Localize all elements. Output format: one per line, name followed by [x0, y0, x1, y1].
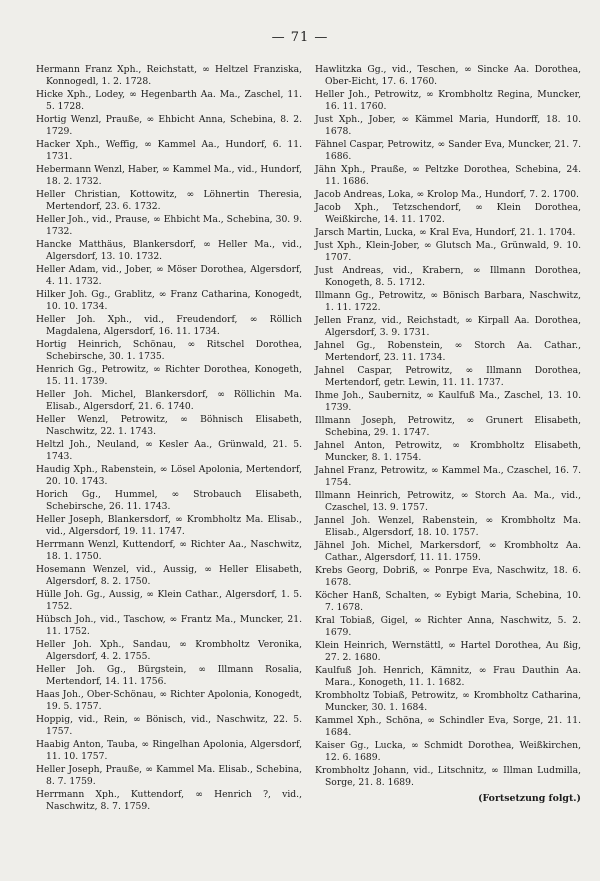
- marriage-entry: Henrich Gg., Petrowitz, ∞ Richter Dorothea, Konogeth, 15. 11. 1739.: [36, 364, 302, 388]
- marriage-entry: Haas Joh., Ober-Schönau, ∞ Richter Apolonia, Konogedt, 19. 5. 1757.: [36, 689, 302, 713]
- marriage-entry: Jähn Xph., Prauße, ∞ Peltzke Dorothea, Schebina, 24. 11. 1686.: [315, 164, 581, 188]
- marriage-entry: Heller Christian, Kottowitz, ∞ Löhnertin Theresia, Mertendorf, 23. 6. 1732.: [36, 189, 302, 213]
- marriage-entry: Haudig Xph., Rabenstein, ∞ Lösel Apolonia, Mertendorf, 20. 10. 1743.: [36, 464, 302, 488]
- marriage-entry: Hosemann Wenzel, vid., Aussig, ∞ Heller Elisabeth, Algersdorf, 8. 2. 1750.: [36, 564, 302, 588]
- marriage-entry: Jahnel Gg., Robenstein, ∞ Storch Aa. Cathar., Mertendorf, 23. 11. 1734.: [315, 339, 581, 363]
- marriage-entry: Hortig Wenzl, Prauße, ∞ Ehbicht Anna, Schebina, 8. 2. 1729.: [36, 114, 302, 138]
- marriage-entry: Horich Gg., Hummel, ∞ Strobauch Elisabeth, Schebirsche, 26. 11. 1743.: [36, 489, 302, 513]
- marriage-entry: Haabig Anton, Tauba, ∞ Ringelhan Apolonia, Algersdorf, 11. 10. 1757.: [36, 739, 302, 763]
- marriage-entry: Kaiser Gg., Lucka, ∞ Schmidt Dorothea, Weißkirchen, 12. 6. 1689.: [315, 739, 581, 763]
- marriage-entry: Jahnel Franz, Petrowitz, ∞ Kammel Ma., Czaschel, 16. 7. 1754.: [315, 464, 581, 488]
- marriage-entry: Jahnel Anton, Petrowitz, ∞ Krombholtz Elisabeth, Muncker, 8. 1. 1754.: [315, 439, 581, 463]
- marriage-entry: Hülle Joh. Gg., Aussig, ∞ Klein Cathar., Algersdorf, 1. 5. 1752.: [36, 589, 302, 613]
- marriage-entry: Heller Joh. Michel, Blankersdorf, ∞ Röllichin Ma. Elisab., Algersdorf, 21. 6. 1740.: [36, 389, 302, 413]
- marriage-entry: Jacob Xph., Tetzschendorf, ∞ Klein Dorothea, Weißkirche, 14. 11. 1702.: [315, 201, 581, 225]
- marriage-entry: Jannel Joh. Wenzel, Rabenstein, ∞ Krombholtz Ma. Elisab., Algersdorf, 18. 10. 1757.: [315, 514, 581, 538]
- marriage-entry: Heller Wenzl, Petrowitz, ∞ Böhnisch Elisabeth, Naschwitz, 22. 1. 1743.: [36, 414, 302, 438]
- marriage-entry: Hortig Heinrich, Schönau, ∞ Ritschel Dorothea, Schebirsche, 30. 1. 1735.: [36, 339, 302, 363]
- marriage-entry: Heller Joh. Xph., vid., Freudendorf, ∞ Röllich Magdalena, Algersdorf, 16. 11. 1734.: [36, 314, 302, 338]
- marriage-entry: Heller Joh., vid., Prause, ∞ Ehbicht Ma., Schebina, 30. 9. 1732.: [36, 214, 302, 238]
- marriage-entry: Heller Joh. Gg., Bürgstein, ∞ Illmann Rosalia, Mertendorf, 14. 11. 1756.: [36, 664, 302, 688]
- marriage-entry: Kaulfuß Joh. Henrich, Kämnitz, ∞ Frau Dauthin Aa. Mara., Konogeth, 11. 1. 1682.: [315, 664, 581, 688]
- marriage-entry: Just Andreas, vid., Krabern, ∞ Illmann Dorothea, Konogeth, 8. 5. 1712.: [315, 264, 581, 288]
- marriage-entry: Herrmann Wenzl, Kuttendorf, ∞ Richter Aa., Naschwitz, 18. 1. 1750.: [36, 539, 302, 563]
- marriage-entry: Jähnel Joh. Michel, Markersdorf, ∞ Krombholtz Aa. Cathar., Algersdorf, 11. 11. 1759.: [315, 539, 581, 563]
- marriage-entry: Heller Joseph, Prauße, ∞ Kammel Ma. Elisab., Schebina, 8. 7. 1759.: [36, 764, 302, 788]
- marriage-entry: Hoppig, vid., Rein, ∞ Bönisch, vid., Naschwitz, 22. 5. 1757.: [36, 714, 302, 738]
- marriage-entry: Heller Adam, vid., Jober, ∞ Möser Dorothea, Algersdorf, 4. 11. 1732.: [36, 264, 302, 288]
- marriage-entry: Just Xph., Jober, ∞ Kämmel Maria, Hundorff, 18. 10. 1678.: [315, 114, 581, 138]
- marriage-entry: Krombholtz Johann, vid., Litschnitz, ∞ Illman Ludmilla, Sorge, 21. 8. 1689.: [315, 764, 581, 788]
- marriage-entry: Heller Joseph, Blankersdorf, ∞ Krombholtz Ma. Elisab., vid., Algersdorf, 19. 11. 1747.: [36, 514, 302, 538]
- marriage-entry: Jarsch Martin, Lucka, ∞ Kral Eva, Hundorf, 21. 1. 1704.: [315, 226, 576, 238]
- marriage-entry: Jahnel Caspar, Petrowitz, ∞ Illmann Dorothea, Mertendorf, getr. Lewin, 11. 11. 1737.: [315, 364, 581, 388]
- marriage-entry: Klein Heinrich, Wernstättl, ∞ Hartel Dorothea, Au ßig, 27. 2. 1680.: [315, 639, 581, 663]
- marriage-entry: Ihme Joh., Saubernitz, ∞ Kaulfuß Ma., Zaschel, 13. 10. 1739.: [315, 389, 581, 413]
- marriage-entry: Hilker Joh. Gg., Grablitz, ∞ Franz Catharina, Konogedt, 10. 10. 1734.: [36, 289, 302, 313]
- marriage-entry: Kammel Xph., Schöna, ∞ Schindler Eva, Sorge, 21. 11. 1684.: [315, 714, 581, 738]
- marriage-entry: Herrmann Xph., Kuttendorf, ∞ Henrich ?, vid., Naschwitz, 8. 7. 1759.: [36, 789, 302, 813]
- continuation-note: (Fortsetzung folgt.): [478, 793, 581, 804]
- marriage-entry: Illmann Joseph, Petrowitz, ∞ Grunert Elisabeth, Schebina, 29. 1. 1747.: [315, 414, 581, 438]
- marriage-entry: Illmann Heinrich, Petrowitz, ∞ Storch Aa. Ma., vid., Czaschel, 13. 9. 1757.: [315, 489, 581, 513]
- page-number: — 71 —: [271, 30, 329, 45]
- marriage-entry: Heller Joh., Petrowitz, ∞ Krombholtz Regina, Muncker, 16. 11. 1760.: [315, 89, 581, 113]
- marriage-entry: Heltzl Joh., Neuland, ∞ Kesler Aa., Grünwald, 21. 5. 1743.: [36, 439, 302, 463]
- marriage-entry: Jellen Franz, vid., Reichstadt, ∞ Kirpall Aa. Dorothea, Algersdorf, 3. 9. 1731.: [315, 314, 581, 338]
- marriage-entry: Just Xph., Klein-Jober, ∞ Glutsch Ma., Grünwald, 9. 10. 1707.: [315, 239, 581, 263]
- marriage-entry: Illmann Gg., Petrowitz, ∞ Bönisch Barbara, Naschwitz, 1. 11. 1722.: [315, 289, 581, 313]
- marriage-entry: Hawlitzka Gg., vid., Teschen, ∞ Sincke Aa. Dorothea, Ober-Eicht, 17. 6. 1760.: [315, 64, 581, 88]
- marriage-entry: Hancke Matthäus, Blankersdorf, ∞ Heller Ma., vid., Algersdorf, 13. 10. 1732.: [36, 239, 302, 263]
- right-column: [315, 64, 581, 805]
- marriage-entry: Krebs Georg, Dobriß, ∞ Ponrpe Eva, Naschwitz, 18. 6. 1678.: [315, 564, 581, 588]
- marriage-entry: Hacker Xph., Weffig, ∞ Kammel Aa., Hundorf, 6. 11. 1731.: [36, 139, 302, 163]
- marriage-entry: Jacob Andreas, Loka, ∞ Krolop Ma., Hundorf, 7. 2. 1700.: [315, 189, 579, 200]
- marriage-entry: Hübsch Joh., vid., Taschow, ∞ Frantz Ma., Muncker, 21. 11. 1752.: [36, 614, 302, 638]
- marriage-entry: Heller Joh. Xph., Sandau, ∞ Krombholtz Veronika, Algersdorf, 4. 2. 1755.: [36, 639, 302, 663]
- marriage-entry: Hermann Franz Xph., Reichstatt, ∞ Heltzel Franziska, Konnogedl, 1. 2. 1728.: [36, 64, 302, 88]
- marriage-entry: Köcher Hanß, Schalten, ∞ Eybigt Maria, Schebina, 10. 7. 1678.: [315, 589, 581, 613]
- marriage-entry: Kral Tobiaß, Gigel, ∞ Richter Anna, Naschwitz, 5. 2. 1679.: [315, 614, 581, 638]
- marriage-entry: Krombholtz Tobiaß, Petrowitz, ∞ Krombholtz Catharina, Muncker, 30. 1. 1684.: [315, 689, 581, 713]
- left-column: [36, 64, 302, 814]
- marriage-entry: Fähnel Caspar, Petrowitz, ∞ Sander Eva, Muncker, 21. 7. 1686.: [315, 139, 581, 163]
- marriage-entry: Hicke Xph., Lodey, ∞ Hegenbarth Aa. Ma., Zaschel, 11. 5. 1728.: [36, 89, 302, 113]
- marriage-entry: Hebermann Wenzl, Haber, ∞ Kammel Ma., vid., Hundorf, 18. 2. 1732.: [36, 164, 302, 188]
